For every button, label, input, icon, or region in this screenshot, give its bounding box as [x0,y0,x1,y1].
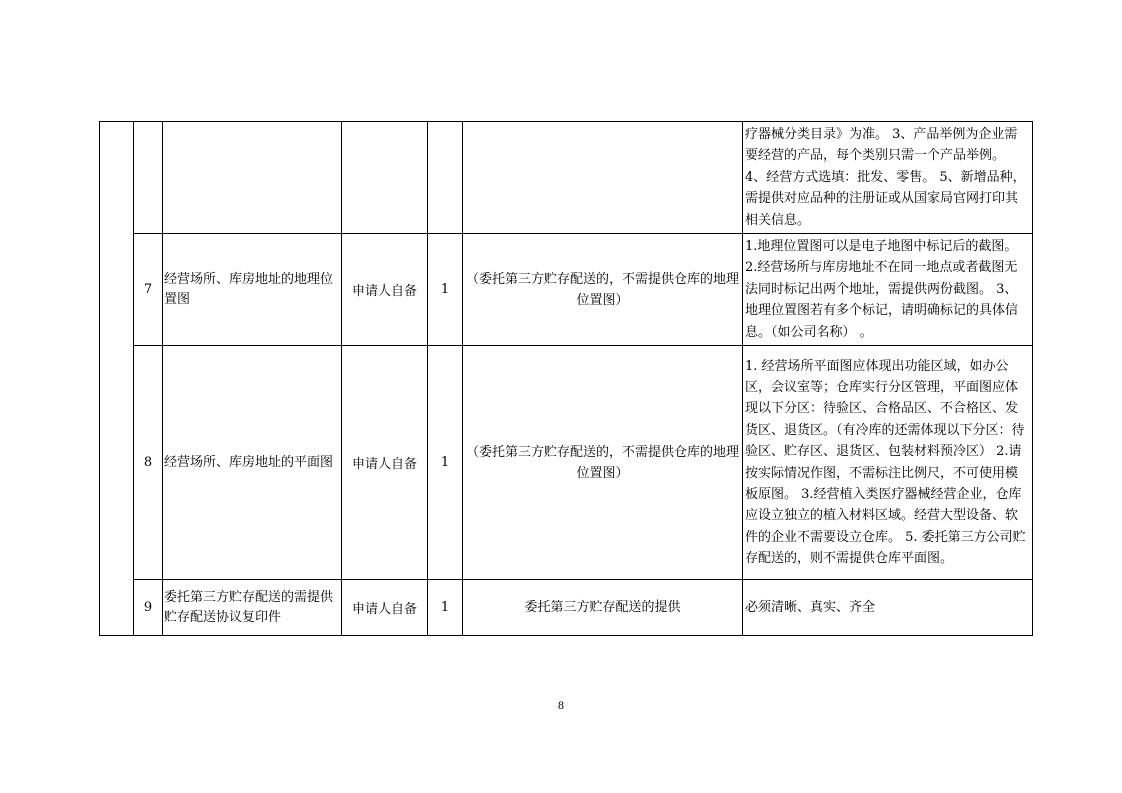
material-qty: 1 [428,234,463,346]
materials-table [99,121,1033,636]
material-source [342,122,428,234]
material-source: 申请人自备 [342,580,428,636]
row-number [134,122,163,234]
table-row [100,346,1033,580]
outer-category-cell [100,122,134,636]
material-description [463,122,743,234]
row-number: 7 [134,234,163,346]
table-row [100,234,1033,346]
table-row [100,122,1033,234]
material-qty: 1 [428,346,463,580]
material-qty: 1 [428,580,463,636]
table-row [100,580,1033,636]
material-qty [428,122,463,234]
material-name: 委托第三方贮存配送的需提供贮存配送协议复印件 [163,580,342,636]
material-notes: 1. 经营场所平面图应体现出功能区域，如办公区，会议室等；仓库实行分区管理，平面图应体现以下分区：待验区、合格品区、不合格区、发货区、退货区。（有冷库的还需体现以下分区：待验区、贮存区、退货区、包装材料预冷区） 2.请按实际情况作图，不需标注比例尺，不可使用模板原图。 3.经营植入类医疗器械经营企业，仓库应设立独立的植入材料区域。经营大型设备、软件的企业不需要设立仓库。 5. 委托第三方公司贮存配送的，则不需提供仓库平面图。 [743,346,1033,580]
material-description: （委托第三方贮存配送的，不需提供仓库的地理位置图） [463,346,743,580]
row-number: 9 [134,580,163,636]
row-number: 8 [134,346,163,580]
material-name: 经营场所、库房地址的平面图 [163,346,342,580]
page-number: 8 [558,698,564,712]
material-name: 经营场所、库房地址的地理位置图 [163,234,342,346]
material-notes: 1.地理位置图可以是电子地图中标记后的截图。 2.经营场所与库房地址不在同一地点或者截图无法同时标记出两个地址，需提供两份截图。 3、地理位置图若有多个标记，请明确标记的具体信息。（如公司名称） 。 [743,234,1033,346]
material-source: 申请人自备 [342,346,428,580]
material-source: 申请人自备 [342,234,428,346]
material-notes: 疗器械分类目录》为准。 3、产品举例为企业需要经营的产品，每个类别只需一个产品举例。 4、经营方式选填：批发、零售。 5、新增品种，需提供对应品种的注册证或从国家局官网打印其相关信息。 [743,122,1033,234]
material-description: 委托第三方贮存配送的提供 [463,580,743,636]
material-name [163,122,342,234]
material-notes: 必须清晰、真实、齐全 [743,580,1033,636]
material-description: （委托第三方贮存配送的，不需提供仓库的地理位置图） [463,234,743,346]
